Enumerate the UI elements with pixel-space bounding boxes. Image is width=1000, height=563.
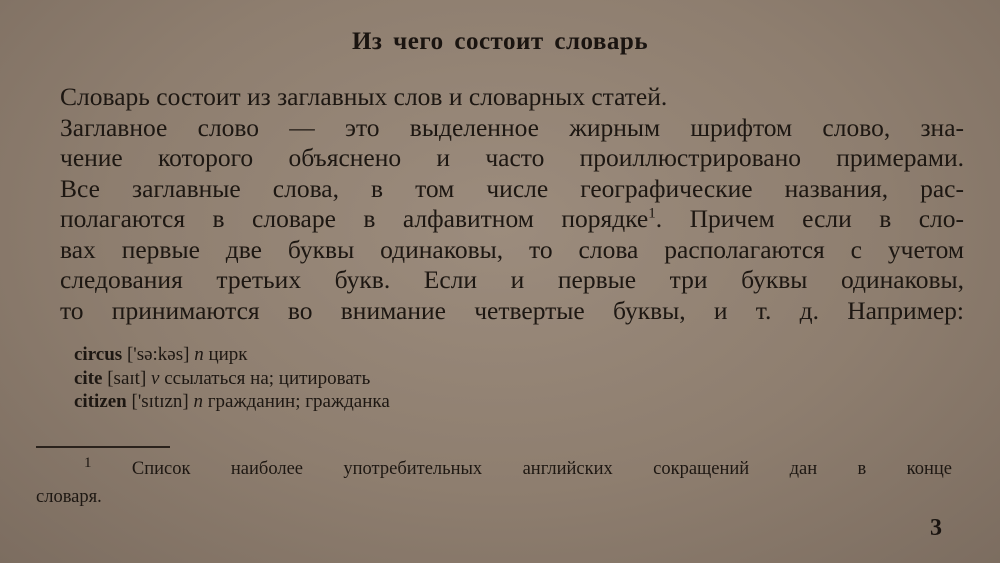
paragraph-3-line-2 (60, 204, 964, 235)
page-number: 3 (930, 515, 942, 541)
paragraph-2-line-1: Заглавное слово — это выделенное жирным шрифтом слово, зна- (60, 112, 964, 142)
paragraph-3-line-2-rest: . Причем если в сло- (655, 204, 964, 233)
footnote-line-2: словаря. (36, 487, 102, 507)
section-title: Из чего состоит словарь (351, 28, 649, 55)
example-part-of-speech: n (193, 391, 204, 412)
paragraph-3-line-4: следования третьих букв. Если и первые три буквы одинаковы, (60, 265, 964, 294)
footnote-line-1 (36, 455, 952, 483)
paragraph-3-line-3: вах первые две буквы одинаковы, то слова располагаются с учетом (60, 234, 964, 264)
example-entry (74, 390, 390, 414)
dictionary-examples (74, 343, 390, 414)
example-part-of-speech: v (151, 367, 160, 389)
example-headword: circus (74, 344, 123, 365)
footnote-line-1-text: Список наиболее употребительных английских сокращений дан в конце (131, 459, 952, 479)
footnote-reference: 1 (648, 205, 656, 222)
paragraph-2-line-2: чение которого объяснено и часто проиллюстрировано примерами. (60, 143, 964, 172)
example-headword: cite (74, 367, 103, 389)
footnote-divider (36, 446, 170, 448)
paragraph-3-line-2-text: полагаются в словаре в алфавитном порядке (60, 204, 649, 233)
example-translation: гражданин; гражданка (207, 391, 390, 412)
example-transcription: ['sə:kəs] (126, 344, 190, 365)
main-text (60, 82, 964, 326)
footnote (36, 455, 952, 511)
example-transcription: [saɪt] (107, 367, 147, 389)
example-translation: ссылаться на; цитировать (164, 367, 371, 389)
example-transcription: ['sɪtɪzn] (131, 391, 189, 412)
example-headword: citizen (74, 391, 127, 412)
paragraph-1: Словарь состоит из заглавных слов и словарных статей. (60, 82, 668, 111)
example-translation: цирк (208, 344, 248, 365)
footnote-mark: 1 (84, 454, 92, 471)
example-part-of-speech: n (194, 344, 204, 365)
example-entry (74, 343, 390, 367)
paragraph-3-line-1: Все заглавные слова, в том числе географические названия, рас- (60, 173, 964, 203)
example-entry (74, 367, 390, 391)
paragraph-3-line-5: то принимаются во внимание четвертые буквы, и т. д. Например: (60, 295, 964, 325)
